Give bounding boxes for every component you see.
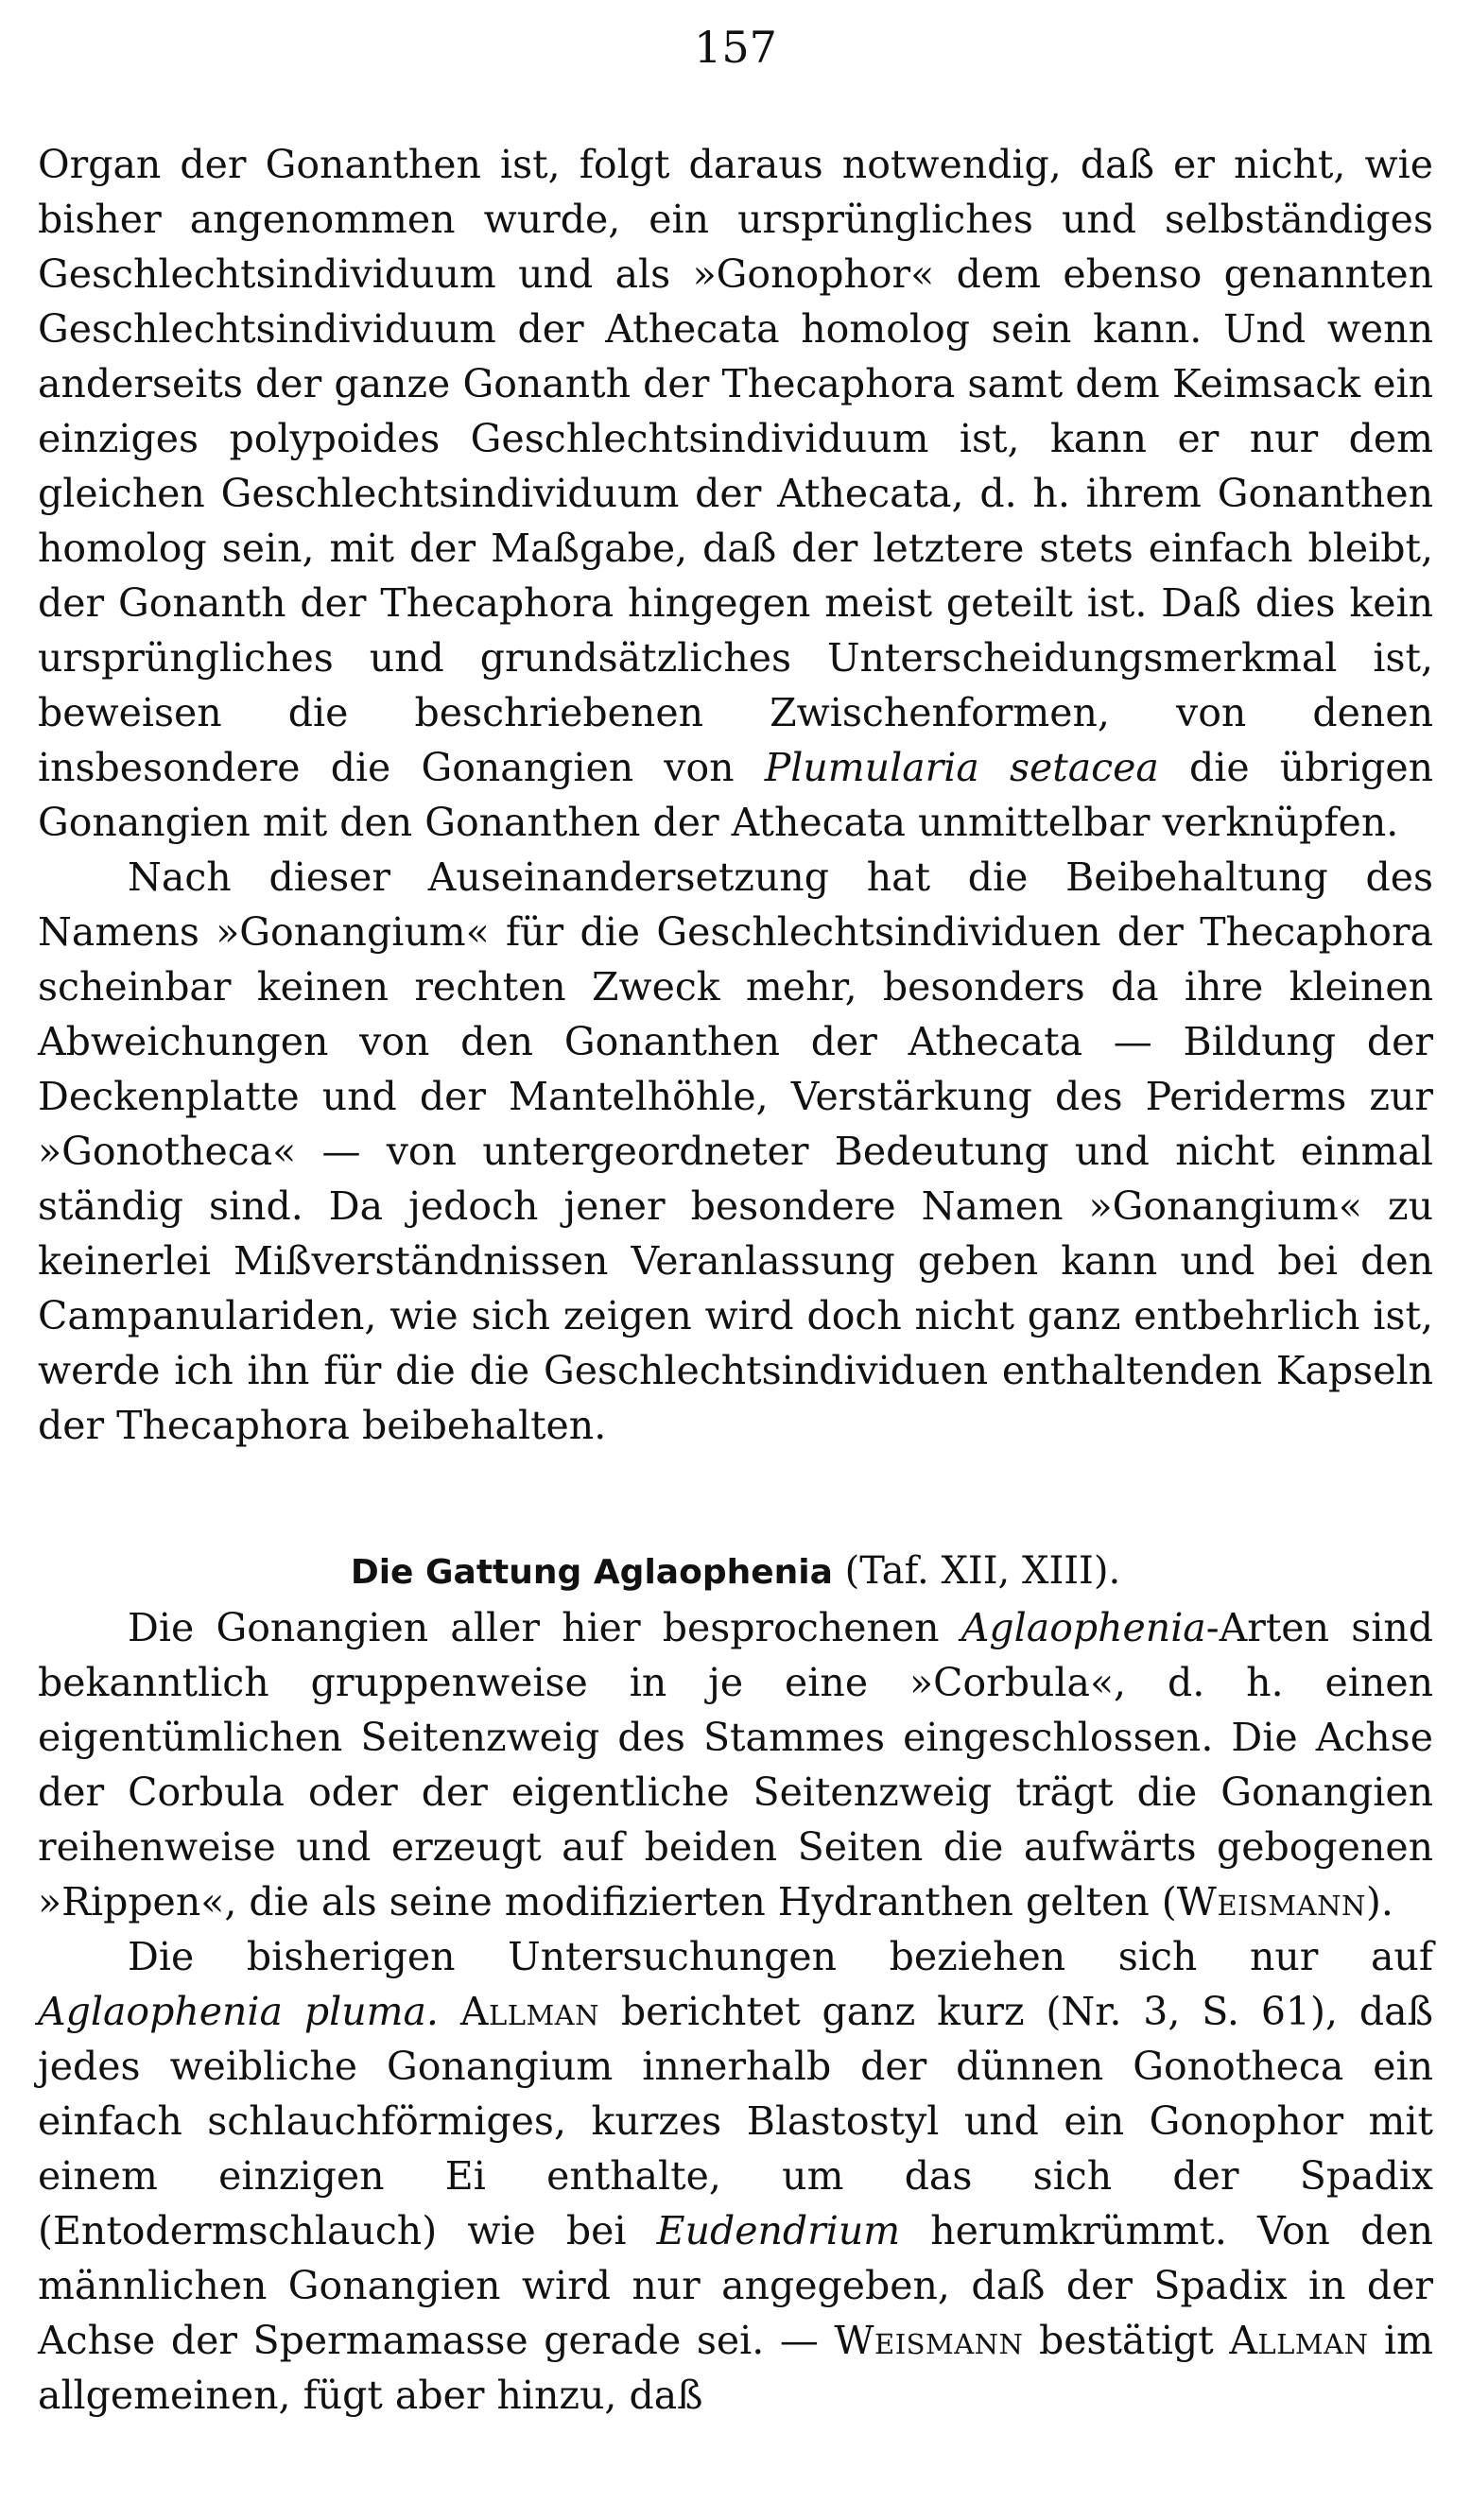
text-run: ).	[1365, 1879, 1393, 1925]
text-run: herumkrümmt. Von den männlichen Gonangien wird nur angegeben, daß der Spadix in der Achse der Spermamasse gerade sei. —	[38, 2208, 1433, 2363]
section-heading-plate-ref: (Taf. XII, XIII).	[832, 1549, 1121, 1593]
section-heading	[38, 1544, 1433, 1600]
text-run: berichtet ganz kurz (Nr. 3, S. 61), daß jedes weibliche Gonangium innerhalb der dünnen Gonotheca ein einfach schlauchförmiges, kurzes Blastostyl und ein Gonophor mit einem einzigen Ei enthalte, um das sich der Spadix (Entodermschlauch) wie bei	[38, 1989, 1433, 2253]
paragraph	[38, 850, 1433, 1453]
paragraph-continued	[38, 137, 1433, 850]
text-run: bestätigt	[1023, 2318, 1230, 2363]
italic-text: Plumularia setacea	[764, 745, 1159, 790]
text-run	[439, 1989, 460, 2034]
author-name: Allman	[1229, 2318, 1369, 2363]
text-run: -Arten sind bekanntlich gruppenweise in je eine »Corbula«, d. h. einen eigentümlichen Seitenzweig des Stammes eingeschlossen. Die Achse der Corbula oder der eigentliche Seitenzweig trägt die Gonangien reihenweise und erzeugt auf beiden Seiten die aufwärts gebogenen »Rippen«, die als seine modifizierten Hydranthen gelten (	[38, 1605, 1433, 1925]
text-run: im allgemeinen, fügt aber hinzu, daß	[38, 2318, 1433, 2418]
text-run: Nach dieser Auseinandersetzung hat die Beibehaltung des Namens »Gonangium« für die Geschlechtsindividuen der Thecaphora scheinbar keinen rechten Zweck mehr, besonders da ihre kleinen Abweichungen von den Gonanthen der Athecata — Bildung der Deckenplatte und der Mantelhöhle, Verstärkung des Periderms zur »Gonotheca« — von untergeordneter Bedeutung und nicht einmal ständig sind. Da jedoch jener besondere Namen »Gonangium« zu keinerlei Mißverständnissen Veranlassung geben kann und bei den Campanulariden, wie sich zeigen wird doch nicht ganz entbehrlich ist, werde ich ihn für die die Geschlechtsindividuen enthaltenden Kapseln der Thecaphora beibehalten.	[38, 854, 1433, 1448]
author-name: Weismann	[1176, 1879, 1366, 1925]
section-gap	[38, 1453, 1433, 1544]
text-run: Organ der Gonanthen ist, folgt daraus notwendig, daß er nicht, wie bisher angenommen wurde, ein ursprüngliches und selbständiges Geschlechtsindividuum und als »Gonophor« dem ebenso genannten Geschlechtsindividuum der Athecata homolog sein kann. Und wenn anderseits der ganze Gonanth der Thecaphora samt dem Keimsack ein einziges polypoides Geschlechtsindividuum ist, kann er nur dem gleichen Geschlechtsindividuum der Athecata, d. h. ihrem Gonanthen homolog sein, mit der Maßgabe, daß der letztere stets einfach bleibt, der Gonanth der Thecaphora hingegen meist geteilt ist. Daß dies kein ursprüngliches und grundsätzliches Unterscheidungsmerkmal ist, beweisen die beschriebenen Zwischenformen, von denen insbesondere die Gonangien von	[38, 142, 1433, 790]
text-run: die übrigen Gonangien mit den Gonanthen der Athecata unmittelbar verknüpfen.	[38, 745, 1434, 845]
italic-text: Aglaophenia	[960, 1605, 1206, 1650]
text-run: Die bisherigen Untersuchungen beziehen sich nur auf	[128, 1934, 1433, 1979]
body-text	[38, 137, 1433, 2423]
section-heading-title: Die Gattung Aglaophenia	[350, 1553, 833, 1592]
text-run: Die Gonangien aller hier besprochenen	[128, 1605, 961, 1650]
italic-text: Eudendrium	[656, 2208, 901, 2253]
paragraph	[38, 1600, 1433, 1929]
author-name: Allman	[459, 1989, 599, 2034]
paragraph	[38, 1929, 1433, 2423]
italic-text: Aglaophenia pluma.	[38, 1989, 439, 2034]
author-name: Weismann	[834, 2318, 1024, 2363]
page-number: 157	[694, 22, 777, 73]
